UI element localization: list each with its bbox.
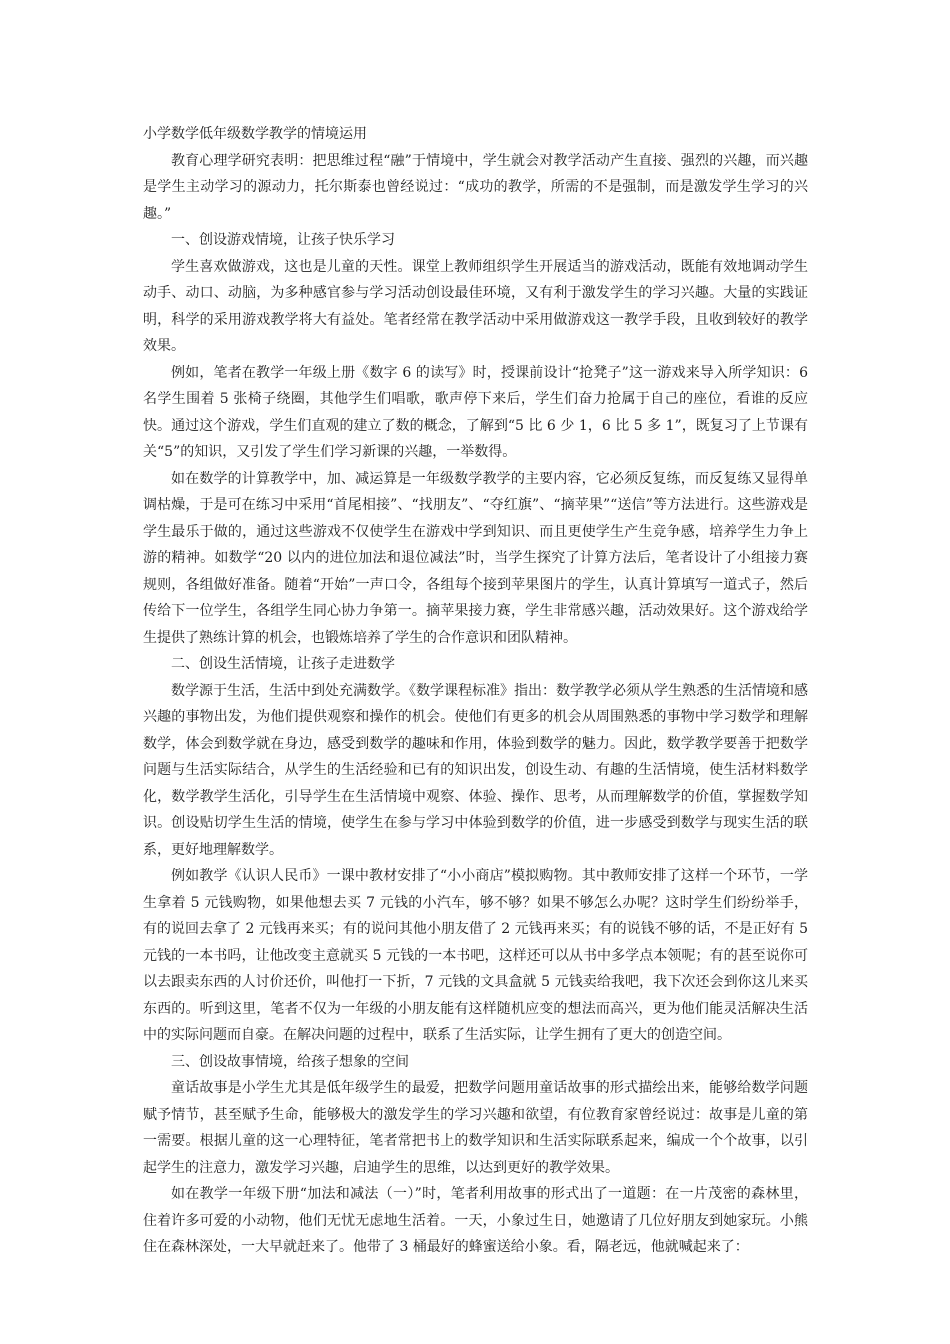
section-2-paragraph-2: 例如教学《认识人民币》一课中教材安排了“小小商店”模拟购物。其中教师安排了这样一个环节，一学生拿着 5 元钱购物，如果他想去买 7 元钱的小汽车，够不够？如果不够怎么办呢？这时学生们纷纷举手，有的说回去拿了 2 元钱再来买；有的说问其他小朋友借了 2 元钱再来买；有的说钱不够的话，不是正好有 5 元钱的一本书吗，让他改变主意就买 5 元钱的一本书吧，这样还可以从书中多学点本领呢；有的甚至说你可以去跟卖东西的人讨价还价，叫他打一下折，7 元钱的文具盒就 5 元钱卖给我吧，我下次还会到你这儿来买东西的。听到这里，笔者不仅为一年级的小朋友能有这样随机应变的想法而高兴，更为他们能灵活解决生活中的实际问题而自豪。在解决问题的过程中，联系了生活实际，让学生拥有了更大的创造空间。	[143, 868, 808, 1043]
document-title: 小学数学低年级数学教学的情境运用	[143, 126, 367, 142]
section-2-paragraph-1: 数学源于生活，生活中到处充满数学。《数学课程标准》指出：数学教学必须从学生熟悉的生活情境和感兴趣的事物出发，为他们提供观察和操作的机会。使他们有更多的机会从周围熟悉的事物中学习数学和理解数学，体会到数学就在身边，感受到数学的趣味和作用，体验到数学的魅力。因此，数学教学要善于把数学问题与生活实际结合，从学生的生活经验和已有的知识出发，创设生动、有趣的生活情境，使生活材料数学化，数学教学生活化，引导学生在生活情境中观察、体验、操作、思考，从而理解数学的价值，掌握数学知识。创设贴切学生生活的情境，使学生在参与学习中体验到数学的价值，进一步感受到数学与现实生活的联系，更好地理解数学。	[143, 682, 808, 858]
section-1-paragraph-2: 例如，笔者在教学一年级上册《数字 6 的读写》时，授课前设计“抢凳子”这一游戏来导入所学知识：6 名学生围着 5 张椅子绕圈，其他学生们唱歌，歌声停下来后，学生们奋力抢属于自己的座位，看谁的反应快。通过这个游戏，学生们直观的建立了数的概念，了解到“5 比 6 少 1，6 比 5 多 1”，既复习了上节课有关“5”的知识，又引发了学生们学习新课的兴趣，一举数得。	[143, 364, 808, 460]
section-3-heading: 三、创设故事情境，给孩子想象的空间	[171, 1053, 409, 1070]
section-1-paragraph-1: 学生喜欢做游戏，这也是儿童的天性。课堂上教师组织学生开展适当的游戏活动，既能有效地调动学生动手、动口、动脑，为多种感官参与学习活动创设最佳环境，又有利于激发学生的学习兴趣。大量的实践证明，科学的采用游戏教学将大有益处。笔者经常在教学活动中采用做游戏这一教学手段，且收到较好的教学效果。	[143, 258, 808, 354]
intro-paragraph: 教育心理学研究表明：把思维过程“融”于情境中，学生就会对教学活动产生直接、强烈的兴趣，而兴趣是学生主动学习的源动力，托尔斯泰也曾经说过：“成功的教学，所需的不是强制，而是激发学生学习的兴趣。”	[143, 152, 808, 222]
section-1-paragraph-3: 如在数学的计算教学中，加、减运算是一年级数学教学的主要内容，它必须反复练，而反复练又显得单调枯燥，于是可在练习中采用“首尾相接”、“找朋友”、“夺红旗”、“摘苹果”“送信”等方法进行。这些游戏是学生最乐于做的，通过这些游戏不仅使学生在游戏中学到知识、而且更使学生产生竞争感，培养学生力争上游的精神。如数学“20 以内的进位加法和退位减法”时，当学生探究了计算方法后，笔者设计了小组接力赛规则，各组做好准备。随着“开始”一声口令，各组每个接到苹果图片的学生，认真计算填写一道式子，然后传给下一位学生，各组学生同心协力争第一。摘苹果接力赛，学生非常感兴趣，活动效果好。这个游戏给学生提供了熟练计算的机会，也锻炼培养了学生的合作意识和团队精神。	[143, 470, 808, 646]
document-body	[143, 121, 808, 1261]
section-3-paragraph-2: 如在教学一年级下册“加法和减法（一）”时，笔者利用故事的形式出了一道题：在一片茂密的森林里，住着许多可爱的小动物，他们无忧无虑地生活着。一天，小象过生日，她邀请了几位好朋友到她家玩。小熊住在森林深处，一大早就赶来了。他带了 3 桶最好的蜂蜜送给小象。看，隔老远，他就喊起来了：	[143, 1186, 808, 1255]
section-1-heading: 一、创设游戏情境，让孩子快乐学习	[171, 232, 395, 248]
section-3-paragraph-1: 童话故事是小学生尤其是低年级学生的最爱，把数学问题用童话故事的形式描绘出来，能够给数学问题赋予情节，甚至赋予生命，能够极大的激发学生的学习兴趣和欲望，有位教育家曾经说过：故事是儿童的第一需要。根据儿童的这一心理特征，笔者常把书上的数学知识和生活实际联系起来，编成一个个故事，以引起学生的注意力，激发学习兴趣，启迪学生的思维，以达到更好的教学效果。	[143, 1080, 808, 1176]
section-2-heading: 二、创设生活情境，让孩子走进数学	[171, 656, 395, 672]
